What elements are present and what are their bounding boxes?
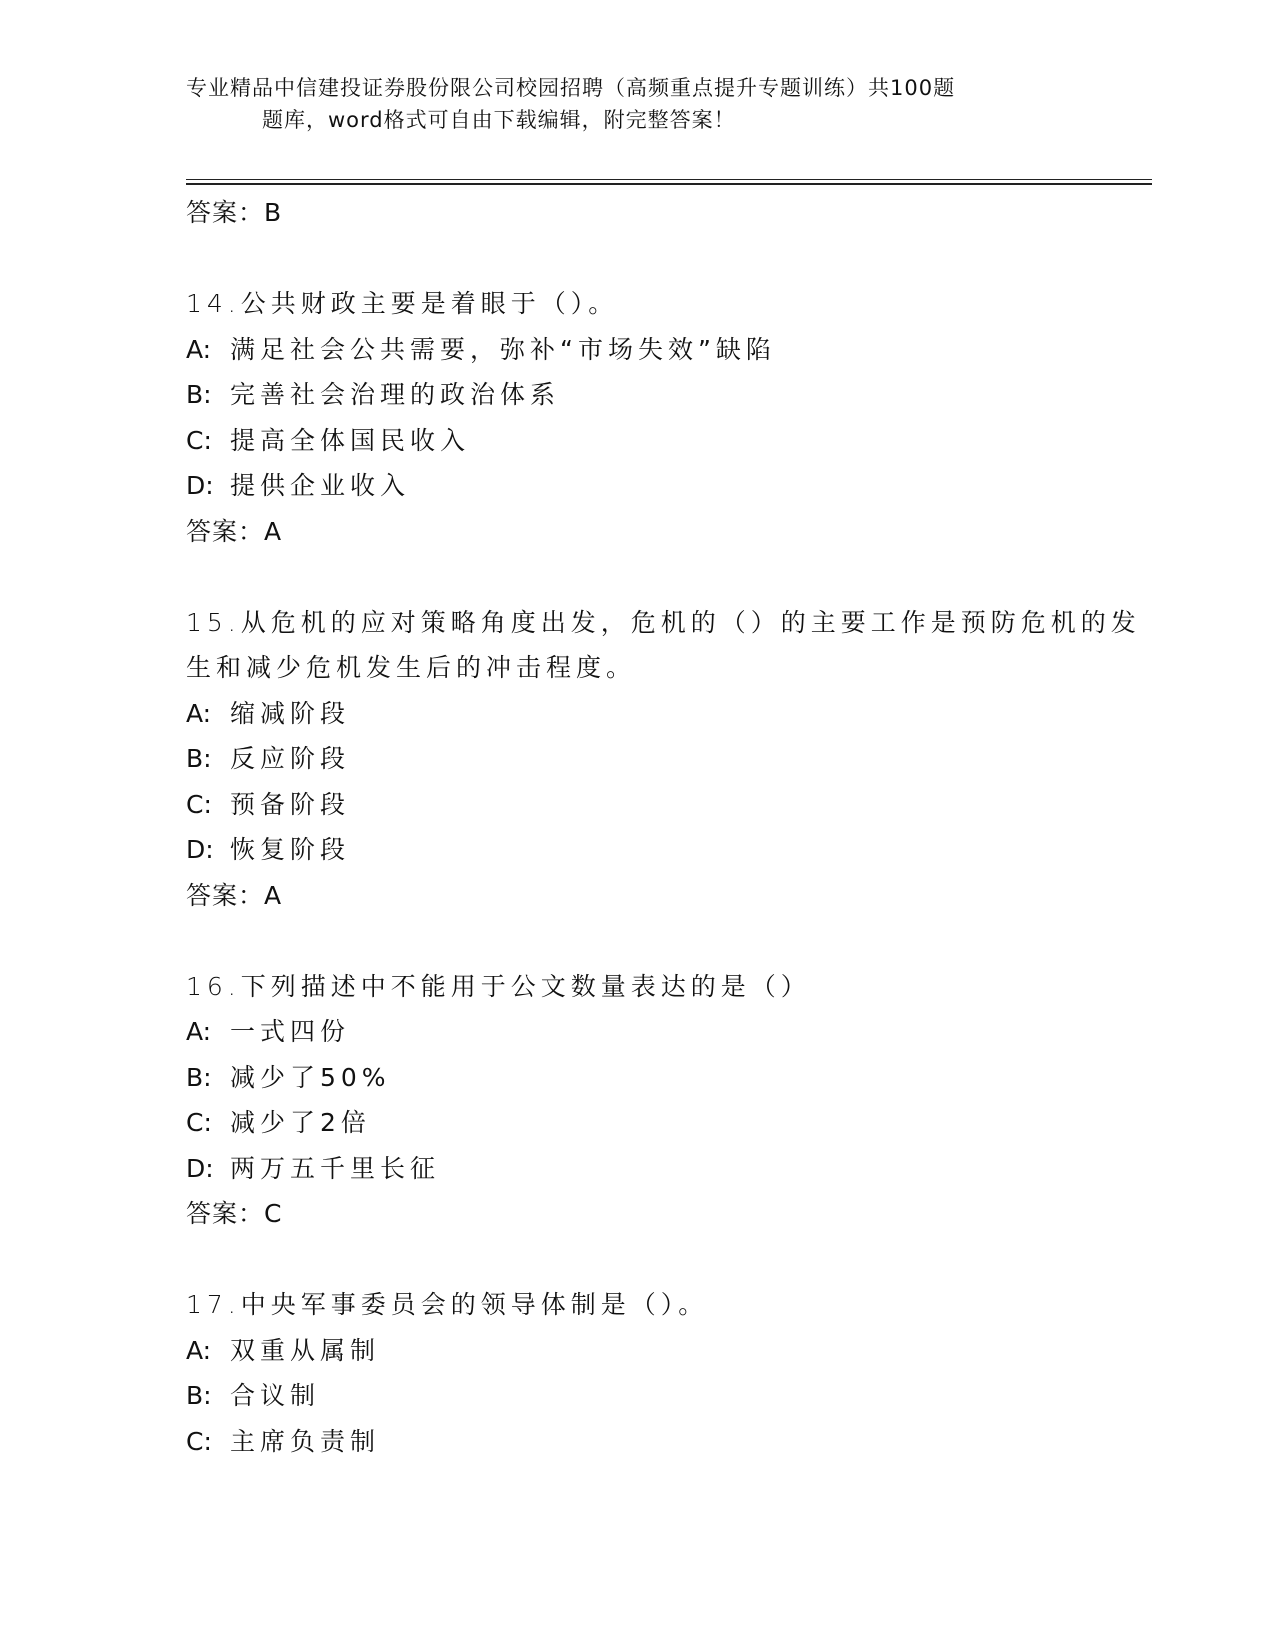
header-divider-thin <box>186 179 1152 180</box>
option-c <box>186 1100 1146 1146</box>
option-text: 主席负责制 <box>230 1426 381 1456</box>
option-c <box>186 1419 1146 1465</box>
option-a <box>186 1328 1146 1374</box>
option-text: 恢复阶段 <box>230 835 351 864</box>
answer-line: 答案：A <box>186 880 283 910</box>
option-key: C: <box>186 425 212 455</box>
header-divider-thick <box>186 183 1152 185</box>
option-a <box>186 691 1146 737</box>
option-text: 反应阶段 <box>230 744 351 773</box>
header-line-1: 专业精品中信建投证券股份限公司校园招聘（高频重点提升专题训练）共100题 <box>186 76 956 100</box>
option-text: 完善社会治理的政治体系 <box>230 380 561 409</box>
option-key: C: <box>186 1108 212 1137</box>
option-text: 减少了2倍 <box>230 1108 371 1137</box>
option-a <box>186 327 1146 373</box>
question-block <box>186 964 1146 1238</box>
option-key: B: <box>186 380 212 409</box>
option-text: 提供企业收入 <box>230 471 411 500</box>
option-d <box>186 1146 1146 1192</box>
option-key: D: <box>186 1153 214 1183</box>
option-text: 双重从属制 <box>230 1335 381 1365</box>
option-key: C: <box>186 1426 212 1456</box>
option-b <box>186 372 1146 418</box>
document-body <box>186 190 1146 1464</box>
header-line-2: 题库，word格式可自由下载编辑，附完整答案！ <box>262 108 736 132</box>
option-d <box>186 827 1146 873</box>
option-text: 两万五千里长征 <box>230 1153 441 1183</box>
option-text: 满足社会公共需要，弥补“市场失效”缺陷 <box>230 334 776 364</box>
option-text: 提高全体国民收入 <box>230 425 471 455</box>
option-text: 减少了50% <box>230 1062 391 1092</box>
option-c <box>186 782 1146 828</box>
question-stem: 16.下列描述中不能用于公文数量表达的是（） <box>186 971 811 1001</box>
option-text: 缩减阶段 <box>230 698 351 728</box>
option-text: 预备阶段 <box>230 789 351 819</box>
option-key: A: <box>186 334 212 364</box>
option-text: 合议制 <box>230 1381 321 1410</box>
option-key: A: <box>186 1335 212 1365</box>
option-key: B: <box>186 744 212 773</box>
option-b <box>186 736 1146 782</box>
question-block <box>186 1282 1146 1464</box>
option-key: D: <box>186 835 214 864</box>
option-key: A: <box>186 698 212 728</box>
question-stem: 14.公共财政主要是着眼于（）。 <box>186 289 619 318</box>
option-key: B: <box>186 1062 212 1092</box>
option-b <box>186 1373 1146 1419</box>
option-key: A: <box>186 1017 212 1046</box>
option-b <box>186 1055 1146 1101</box>
answer-line: 答案：A <box>186 516 283 546</box>
option-key: D: <box>186 471 214 500</box>
option-text: 一式四份 <box>230 1017 351 1046</box>
option-key: C: <box>186 789 212 819</box>
question-block <box>186 600 1146 919</box>
question-stem: 15.从危机的应对策略角度出发，危机的（）的主要工作是预防危机的发生和减少危机发生后的冲击程度。 <box>186 607 1141 682</box>
question-stem: 17.中央军事委员会的领导体制是（）。 <box>186 1290 709 1319</box>
option-d <box>186 463 1146 509</box>
answer-line: 答案：C <box>186 1199 283 1228</box>
page-header <box>186 72 1086 136</box>
option-c <box>186 418 1146 464</box>
question-block <box>186 281 1146 555</box>
answer-line: 答案：B <box>186 198 283 227</box>
option-key: B: <box>186 1381 212 1410</box>
option-a <box>186 1009 1146 1055</box>
